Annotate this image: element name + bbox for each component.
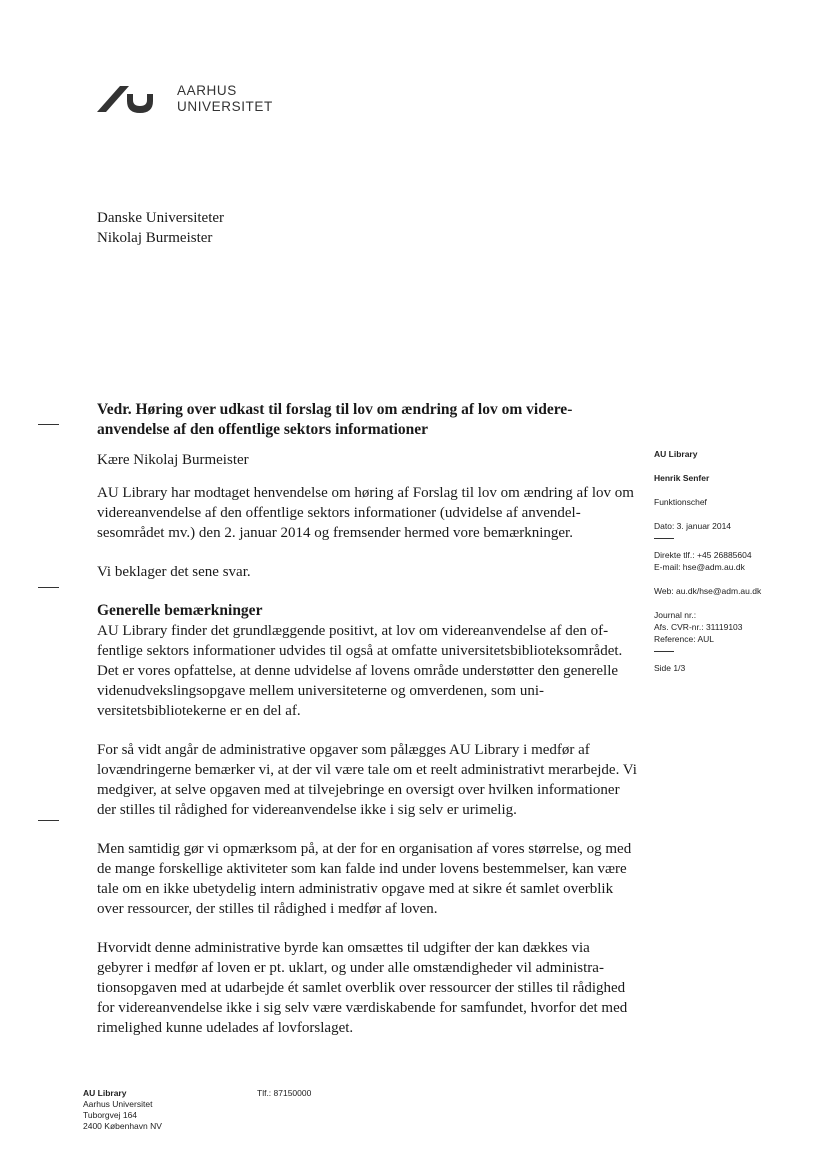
letter-greeting: Kære Nikolaj Burmeister [97,452,249,468]
paragraph-intro: AU Library har modtaget henvendelse om høring af Forslag til lov om ændring af lov om videreanvendelse af den offentlige sektors informationer (udvidelse af anvendelsesområdet mv.) den 2. januar 2014 og fremsender hermed vore bemærkninger. [97,485,634,541]
section-heading: Generelle bemærkninger [97,602,263,619]
sender-unit: AU Library [654,449,698,459]
sender-phone: Direkte tlf.: +45 26885604 [654,550,752,560]
footer-city: 2400 København NV [83,1121,162,1131]
journal-number: Journal nr.: [654,610,697,620]
footer-address [83,1088,162,1132]
footer-street: Tuborgvej 164 [83,1110,138,1120]
au-logo-icon [97,84,161,114]
reference: Reference: AUL [654,634,715,644]
recipient-org: Danske Universiteter [97,210,225,226]
logo-line-1: AARHUS [177,83,237,98]
fold-mark-3 [38,820,59,821]
letter-date: Dato: 3. januar 2014 [654,521,732,531]
cvr-number: Afs. CVR-nr.: 31119103 [654,622,743,632]
footer-org: Aarhus Universitet [83,1099,153,1109]
sender-sidebar [654,448,814,674]
paragraph-burden: Hvorvidt denne administrative byrde kan omsættes til udgifter der kan dækkes via gebyrer i medfør af loven er pt. uklart, og under alle omstændigheder vil administrationsopgaven med at udarbejde ét samlet overblik over ressourcer der stilles til rådighed for videreanvendelse ikke i sig selv være værdiskabende for samfundet, hvorfor det med rimelighed kunne udelades af lovforslaget. [97,940,628,1036]
letter-subject: Vedr. Høring over udkast til forslag til lov om ændring af lov om videreanvendelse af den offentlige sektors informationer [97,401,573,438]
logo-line-2: UNIVERSITET [177,99,273,114]
sender-email: E-mail: hse@adm.au.dk [654,562,745,572]
recipient-address [97,208,224,248]
paragraph-admin-tasks: For så vidt angår de administrative opgaver som pålægges AU Library i medfør af lovændringerne bemærker vi, at der vil være tale om et reelt administrativt merarbejde. Vi medgiver, at selve opgaven med at tilvejebringe en oversigt over hvilken informationer der stilles til rådighed for videreanvendelse ikke i sig selv er urimelig. [97,742,637,818]
sender-web: Web: au.dk/hse@adm.au.dk [654,586,762,596]
paragraph-organisation: Men samtidig gør vi opmærksom på, at der for en organisation af vores størrelse, og med de mange forskellige aktiviteter som kan falde ind under lovens bestemmelser, kan være tale om en ikke ubetydelig intern administrativ opgave med at sikre ét samlet overblik over ressourcer, der stilles til rådighed i medfør af loven. [97,841,632,917]
sender-name: Henrik Senfer [654,473,710,483]
page-number: Side 1/3 [654,663,686,673]
university-logo [97,80,287,120]
logo-wordmark [177,83,273,115]
footer-unit: AU Library [83,1088,127,1098]
sender-title: Funktionschef [654,497,707,507]
footer-phone: Tlf.: 87150000 [257,1088,312,1098]
fold-mark-1 [38,424,59,425]
sidebar-divider-1 [654,538,674,539]
letter-body [97,400,637,1057]
fold-mark-2 [38,587,59,588]
sidebar-divider-2 [654,651,674,652]
paragraph-apology: Vi beklager det sene svar. [97,564,251,580]
paragraph-general: AU Library finder det grundlæggende positivt, at lov om videreanvendelse af den offentlige sektors informationer udvides til også at omfatte universitetsbiblioteksområdet. Det er vores opfattelse, at denne udvidelse af lovens område understøtter den generelle videnudvekslingsopgave mellem universiteterne og omverdenen, som universitetsbibliotekerne er en del af. [97,623,623,719]
recipient-name: Nikolaj Burmeister [97,230,213,246]
